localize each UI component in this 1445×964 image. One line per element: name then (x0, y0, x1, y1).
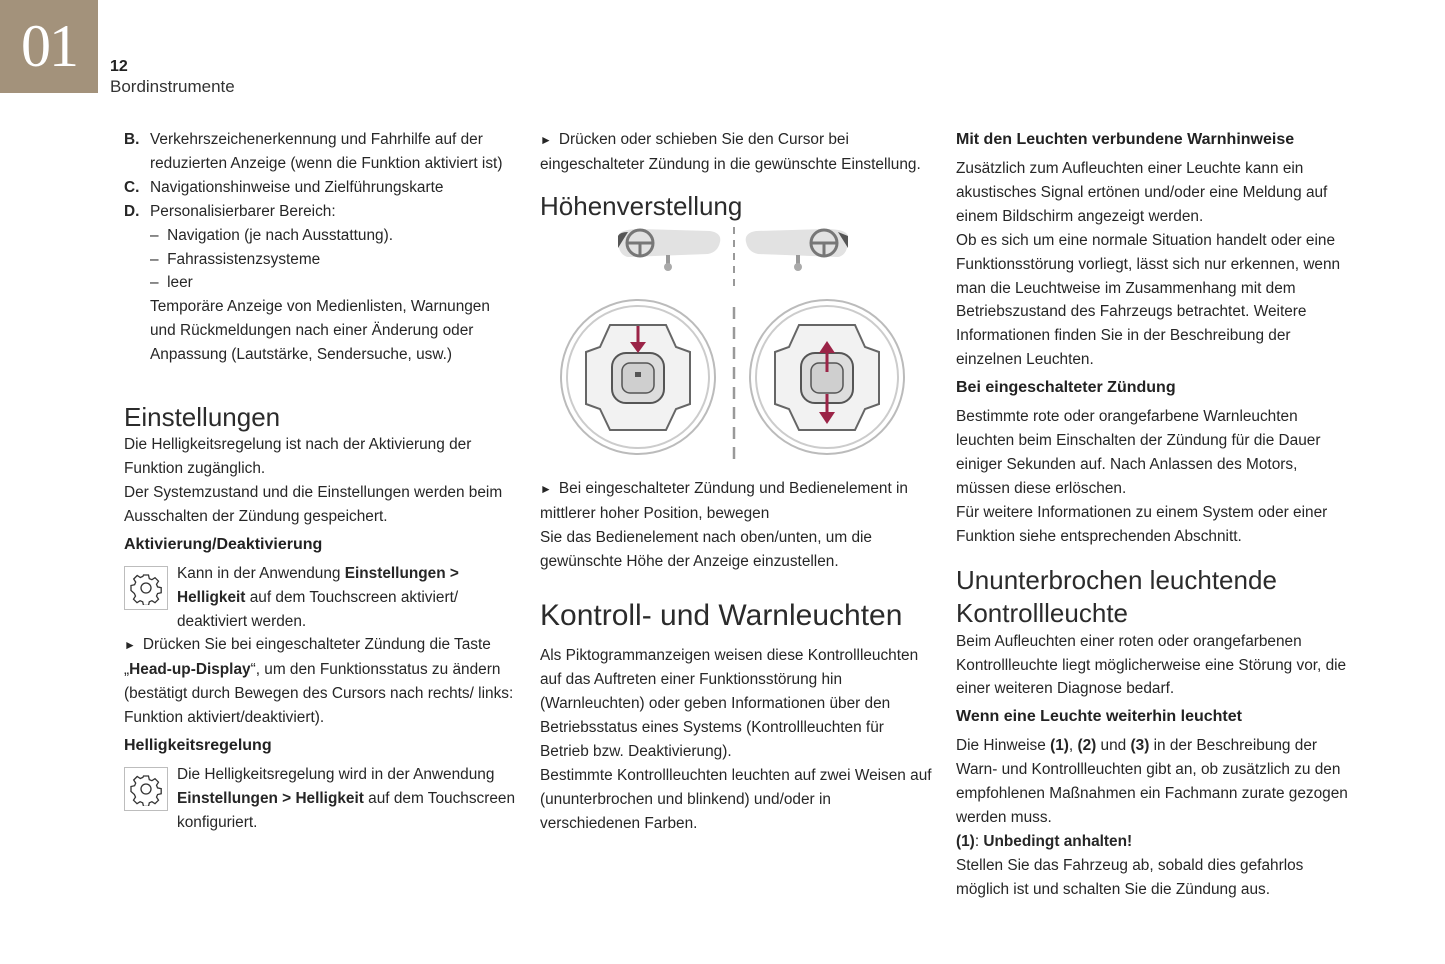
settings-gear-icon (124, 767, 168, 811)
list-item-b: B. Verkehrszeichenerkennung und Fahrhilfe auf der reduzierten Anzeige (wenn die Funktion aktiviert ist) (124, 131, 503, 172)
aktivierung-icon-paragraph: Kann in der Anwendung Einstellungen > Helligkeit auf dem Touchscreen aktiviert/ deaktiviert werden. (124, 562, 519, 634)
heading-hoehenverstellung: Höhenverstellung (540, 190, 743, 221)
zuendung-text-2: Für weitere Informationen zu einem System oder einer Funktion siehe entsprechenden Abschnitt. (956, 503, 1328, 545)
chapter-number: 01 (21, 13, 77, 79)
height-step: ► Bei eingeschalteter Zündung und Bedienelement in mittlerer hoher Position, bewegen (540, 479, 908, 522)
settings-gear-icon (124, 566, 168, 610)
page-number: 12 (110, 58, 128, 75)
kontroll-text: Als Piktogrammanzeigen weisen diese Kontrollleuchten auf das Auftreten einer Funktionsstörung hin (Warnleuchten) oder geben Informationen über den Betriebsstatus eines Systems (Kontrollleuchten für Betrieb bzw. Deaktivierung). (540, 647, 919, 761)
dashboard-left-icon (618, 229, 720, 271)
einstellungen-text-1: Die Helligkeitsregelung ist nach der Aktivierung der Funktion zugänglich. (124, 436, 472, 477)
aktivierung-step: ► Drücken Sie bei eingeschalteter Zündung die Taste „Head-up-Display“, um den Funktionsstatus zu ändern (bestätigt durch Bewegen des Cursors nach rechts/ links: Funktion aktiviert/deaktiviert). (124, 636, 514, 727)
column-right (956, 128, 1351, 902)
list-item-c: C. Navigationshinweise und Zielführungskarte (124, 178, 444, 196)
heading-warnhinweise: Mit den Leuchten verbundene Warnhinweise (956, 131, 1295, 148)
section-title: Bordinstrumente (110, 77, 235, 96)
sub-item: – leer (150, 274, 193, 292)
heading-zuendung: Bei eingeschalteter Zündung (956, 379, 1176, 397)
warn-text-1: Zusätzlich zum Aufleuchten einer Leuchte kann ein akustisches Signal ertönen und/oder eine Meldung auf einem Bildschirm angezeigt werden. (956, 160, 1328, 225)
control-knob-left-icon (561, 300, 715, 454)
cursor-step: ► Drücken oder schieben Sie den Cursor bei eingeschalteter Zündung in die gewünschte Einstellung. (540, 131, 921, 173)
heading-einstellungen: Einstellungen (124, 402, 281, 433)
note-1-text: Stellen Sie das Fahrzeug ab, sobald dies gefahrlos möglich ist und schalten Sie die Zündung aus. (956, 856, 1304, 898)
kontroll-text-2: Bestimmte Kontrollleuchten leuchten auf zwei Weisen auf (ununterbrochen und blinkend) und/oder in verschiedenen Farben. (540, 766, 932, 832)
heading-aktivierung: Aktivierung/Deaktivierung (124, 535, 323, 553)
column-left (124, 128, 519, 835)
helligkeit-icon-paragraph: Die Helligkeitsregelung wird in der Anwendung Einstellungen > Helligkeit auf dem Touchscreen konfiguriert. (124, 763, 519, 835)
chapter-tab (0, 0, 98, 93)
heading-kontrollleuchten: Kontroll- und Warnleuchten (540, 599, 903, 633)
einstellungen-text-2: Der Systemzustand und die Einstellungen werden beim Ausschalten der Zündung gespeichert. (124, 483, 503, 525)
zuendung-text-1: Bestimmte rote oder orangefarbene Warnleuchten leuchten beim Einschalten der Zündung für die Dauer einiger Sekunden auf. Nach Anlassen des Motors, müssen diese erlöschen. (956, 408, 1321, 497)
height-step-cont: Sie das Bedienelement nach oben/unten, um die gewünschte Höhe der Anzeige einzustellen. (540, 528, 872, 570)
sub-item: – Fahrassistenzsysteme (150, 250, 321, 268)
note-1-heading: (1): Unbedingt anhalten! (956, 832, 1133, 850)
heading-weiterhin: Wenn eine Leuchte weiterhin leuchtet (956, 708, 1242, 726)
sub-item: – Navigation (je nach Ausstattung). (150, 226, 393, 244)
weiterhin-text: Die Hinweise (1), (2) und (3) in der Beschreibung der Warn- und Kontrollleuchten gibt an, ob zusätzlich zu den empfohlenen Maßnahmen ein Fachmann zurate gezogen werden muss. (956, 737, 1348, 827)
control-knob-right-icon (750, 300, 904, 454)
dashboard-right-icon (746, 229, 848, 271)
ununterbrochen-text: Beim Aufleuchten einer roten oder orangefarbenen Kontrollleuchte liegt möglicherweise eine Störung vor, die einer weiteren Diagnose bedarf. (956, 632, 1347, 698)
heading-ununterbrochen: Ununterbrochen leuchtende Kontrollleuchte (956, 564, 1277, 628)
list-item-d: D. Personalisierbarer Bereich: (124, 202, 336, 220)
heading-helligkeit: Helligkeitsregelung (124, 737, 272, 755)
height-adjustment-illustration (540, 222, 935, 477)
d-note: Temporäre Anzeige von Medienlisten, Warnungen und Rückmeldungen nach einer Änderung oder Anpassung (Lautstärke, Sendersuche, usw.) (150, 298, 490, 364)
column-middle (540, 128, 935, 836)
warn-text-2: Ob es sich um eine normale Situation handelt oder eine Funktionsstörung vorliegt, lässt sich nur erkennen, wenn man die Leuchtweise im Zusammenhang mit dem Betriebszustand des Fahrzeugs betrachtet. Weitere Informationen finden Sie in der Beschreibung der einzelnen Leuchten. (956, 231, 1341, 369)
